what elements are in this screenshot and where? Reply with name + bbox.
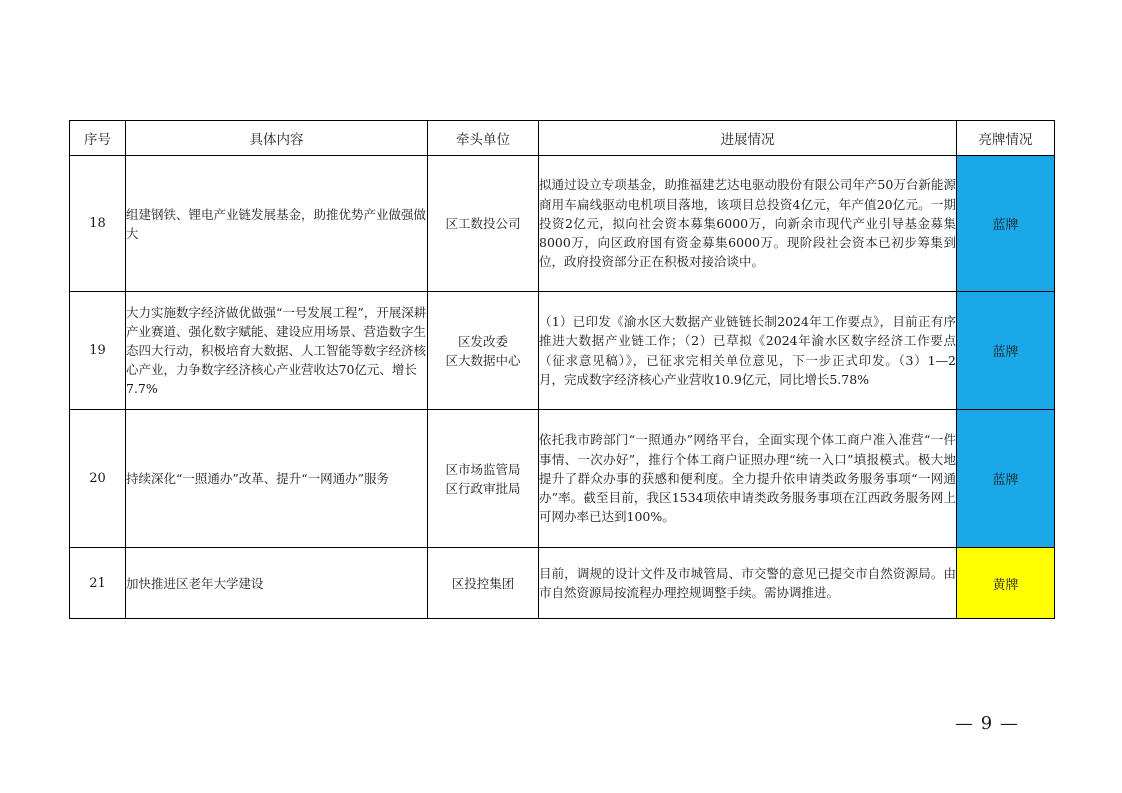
row-content: 加快推进区老年大学建设 [126,548,428,619]
header-progress: 进展情况 [539,121,957,156]
status-badge: 蓝牌 [957,156,1055,292]
table-row [70,410,1055,548]
lead-unit-name: 区市场监管局 [445,461,521,477]
status-badge: 蓝牌 [957,292,1055,410]
row-progress: 依托我市跨部门“一照通办”网络平台，全面实现个体工商户准入准营“一件事情、一次办好”，推行个体工商户证照办理“统一入口”填报模式。极大地提升了群众办事的获感和便利度。全力提升依申请类政务服务事项“一网通办”率。截至目前，我区1534项依申请类政务服务事项在江西政务服务网上可网办率已达到100%。 [539,410,957,548]
row-progress: 拟通过设立专项基金，助推福建艺达电驱动股份有限公司年产50万台新能源商用车扁线驱动电机项目落地，该项目总投资4亿元，年产值20亿元。一期投资2亿元，拟向社会资本募集6000万，向新余市现代产业引导基金募集8000万，向区政府国有资金募集6000万。现阶段社会资本已初步筹集到位，政府投资部分正在积极对接洽谈中。 [539,156,957,292]
lead-unit-name: 区投控集团 [451,575,515,591]
table-row [70,292,1055,410]
row-content: 持续深化“一照通办”改革、提升“一网通办”服务 [126,410,428,548]
table-row [70,156,1055,292]
row-progress: （1）已印发《渝水区大数据产业链链长制2024年工作要点》，目前正有序推进大数据产业链工作；（2）已草拟《2024年渝水区数字经济工作要点（征求意见稿）》，已征求完相关单位意见，下一步正式印发。（3）1—2月，完成数字经济核心产业营收10.9亿元，同比增长5.78% [539,292,957,410]
header-status: 亮牌情况 [957,121,1055,156]
page-number: — 9 — [955,713,1019,734]
row-number: 19 [70,292,126,410]
row-lead-unit [428,156,539,292]
row-content: 大力实施数字经济做优做强“一号发展工程”，开展深耕产业赛道、强化数字赋能、建设应用场景、营造数字生态四大行动，积极培育大数据、人工智能等数字经济核心产业，力争数字经济核心产业营收达70亿元、增长7.7% [126,292,428,410]
row-lead-unit [428,410,539,548]
row-number: 18 [70,156,126,292]
row-progress: 目前，调规的设计文件及市城管局、市交警的意见已提交市自然资源局。由市自然资源局按流程办理控规调整手续。需协调推进。 [539,548,957,619]
row-number: 20 [70,410,126,548]
status-badge: 黄牌 [957,548,1055,619]
row-number: 21 [70,548,126,619]
table-header-row [70,121,1055,156]
row-content: 组建钢铁、锂电产业链发展基金，助推优势产业做强做大 [126,156,428,292]
header-lead-unit: 牵头单位 [428,121,539,156]
lead-unit-name: 区工数投公司 [445,216,521,231]
lead-unit-name: 区大数据中心 [445,352,521,368]
table-row [70,548,1055,619]
progress-table [69,120,1055,619]
lead-unit-name: 区发改委 [457,333,508,349]
row-lead-unit [428,548,539,619]
row-lead-unit [428,292,539,410]
status-badge: 蓝牌 [957,410,1055,548]
lead-unit-name: 区行政审批局 [445,480,521,496]
header-no: 序号 [70,121,126,156]
header-content: 具体内容 [126,121,428,156]
